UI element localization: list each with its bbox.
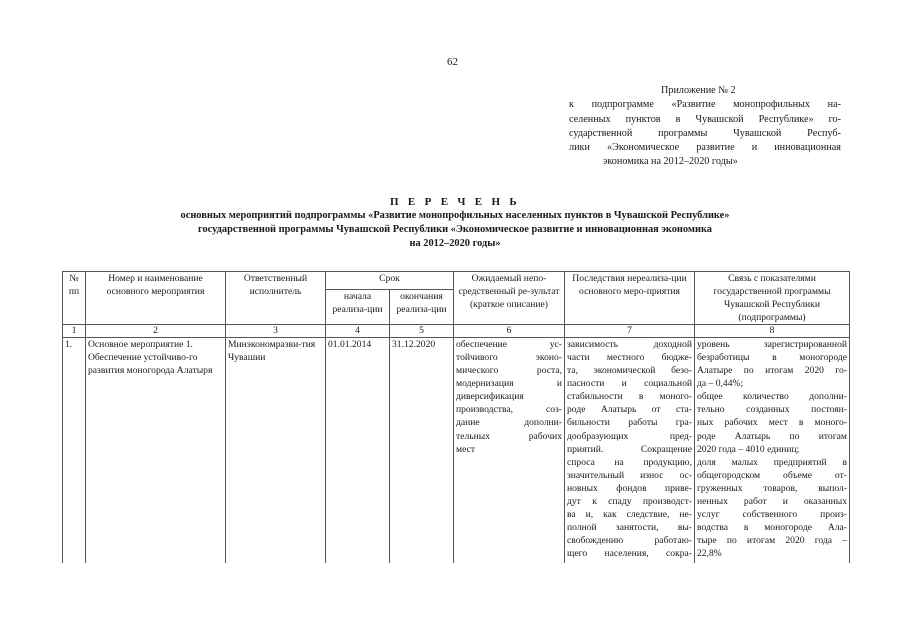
link-line: Алатыре по итогам 2020 го- [697, 365, 847, 377]
result-line: дание дополни- [456, 417, 562, 429]
link-line: доля малых предприятий в [697, 456, 847, 468]
appendix-line: сударственной программы Чувашской Респуб- [569, 127, 841, 139]
link-line: 2020 года – 4010 единиц; [697, 443, 800, 455]
consequences-line: значительный износ ос- [567, 469, 692, 481]
column-number: 4 [326, 325, 390, 338]
appendix-note [569, 84, 841, 170]
consequences-line: ва и, как следствие, не- [567, 509, 692, 521]
document-title: П Е Р Е Ч Е Н Ь [390, 196, 520, 208]
subtitle-line: на 2012–2020 годы» [409, 238, 501, 250]
consequences-line: стабильности в моного- [567, 391, 692, 403]
header-no: № пп [63, 272, 86, 325]
consequences-line: дут к спаду производст- [567, 496, 692, 507]
link-line: ненных работ и оказанных [697, 496, 847, 507]
link-line: водства в моногороде Ала- [697, 522, 847, 534]
link-line: груженных товаров, выпол- [697, 482, 847, 494]
link-line: общегородском объеме от- [697, 469, 847, 481]
header-result: Ожидаемый непо-средственный ре-зультат (краткое описание) [454, 272, 565, 325]
header-term: Срок [326, 272, 454, 290]
appendix-line: к подпрограмме «Развитие монопрофильных на- [569, 99, 841, 111]
consequences-line: дообразующих пред- [567, 430, 692, 442]
link-line: тыре по итогам 2020 года – [697, 535, 847, 547]
subtitle-line: государственной программы Чувашской Республики «Экономическое развитие и инновационная экономика [198, 224, 712, 236]
result-line: мест [456, 443, 476, 455]
consequences-line: полной занятости, вы- [567, 522, 692, 534]
header-consequences: Последствия нереализа-ции основного меро-приятия [565, 272, 695, 325]
result-line: обеспечение ус- [456, 338, 562, 350]
appendix-line: экономика на 2012–2020 годы» [603, 156, 738, 168]
cell-name: Основное мероприятие 1. Обеспечение устойчиво-го развития моногорода Алатыря [86, 337, 226, 563]
link-line: уровень зарегистрированной [697, 338, 847, 350]
link-line: услуг собственного произ- [697, 509, 847, 521]
consequences-line: та, экономической безо- [567, 365, 692, 377]
result-line: производства, соз- [456, 404, 562, 416]
column-number: 6 [454, 325, 565, 338]
cell-link [695, 337, 850, 563]
link-line: роде Алатырь по итогам [697, 430, 847, 442]
header-start: начала реализа-ции [326, 290, 390, 325]
column-number: 1 [63, 325, 86, 338]
link-line: общее количество дополни- [697, 391, 847, 403]
consequences-line: пасности и социальной [567, 378, 692, 390]
link-line: да – 0,44%; [697, 378, 744, 390]
consequences-line: новных фондов приве- [567, 482, 692, 494]
table-row [63, 337, 850, 563]
cell-result [454, 337, 565, 563]
column-number: 3 [226, 325, 326, 338]
page-number: 62 [447, 56, 458, 68]
column-number-row [63, 325, 850, 338]
cell-start: 01.01.2014 [326, 337, 390, 563]
consequences-line: роде Алатырь от ста- [567, 404, 692, 416]
cell-no: 1. [63, 337, 86, 563]
consequences-line: свобождению работаю- [567, 535, 692, 547]
column-number: 5 [390, 325, 454, 338]
link-line: ных рабочих мест в моного- [697, 417, 847, 429]
link-line: тельно созданных постоян- [697, 404, 847, 416]
column-number: 7 [565, 325, 695, 338]
appendix-title: Приложение № 2 [661, 85, 736, 96]
column-number: 2 [86, 325, 226, 338]
column-number: 8 [695, 325, 850, 338]
appendix-line: лики «Экономическое развитие и инновационная [569, 142, 841, 154]
cell-consequences [565, 337, 695, 563]
cell-executor: Минэкономразви-тия Чувашии [226, 337, 326, 563]
consequences-line: бильности работы гра- [567, 417, 692, 429]
link-line: 22,8% [697, 548, 722, 560]
header-link: Связь с показателями государственной программы Чувашской Республики (подпрограммы) [695, 272, 850, 325]
header-name: Номер и наименование основного мероприятия [86, 272, 226, 325]
result-line: модернизация и [456, 378, 562, 390]
result-line: тельных рабочих [456, 430, 562, 442]
document-subtitle [60, 209, 850, 252]
consequences-line: спроса на продукцию, [567, 456, 692, 468]
consequences-line: щего населения, сокра- [567, 548, 692, 560]
result-line: тойчивого эконо- [456, 351, 562, 363]
appendix-line: селенных пунктов в Чувашской Республике» го- [569, 113, 841, 125]
header-row [63, 272, 850, 290]
consequences-line: части местного бюдже- [567, 351, 692, 363]
consequences-line: зависимость доходной [567, 338, 692, 350]
subtitle-line: основных мероприятий подпрограммы «Развитие монопрофильных населенных пунктов в Чувашской Республике» [180, 210, 730, 221]
result-line: мического роста, [456, 365, 562, 377]
consequences-line: приятий. Сокращение [567, 443, 692, 455]
measures-table [62, 271, 850, 563]
cell-end: 31.12.2020 [390, 337, 454, 563]
result-line: диверсификация [456, 391, 524, 403]
header-end: окончания реализа-ции [390, 290, 454, 325]
link-line: безработицы в моногороде [697, 351, 847, 363]
header-executor: Ответственный исполнитель [226, 272, 326, 325]
